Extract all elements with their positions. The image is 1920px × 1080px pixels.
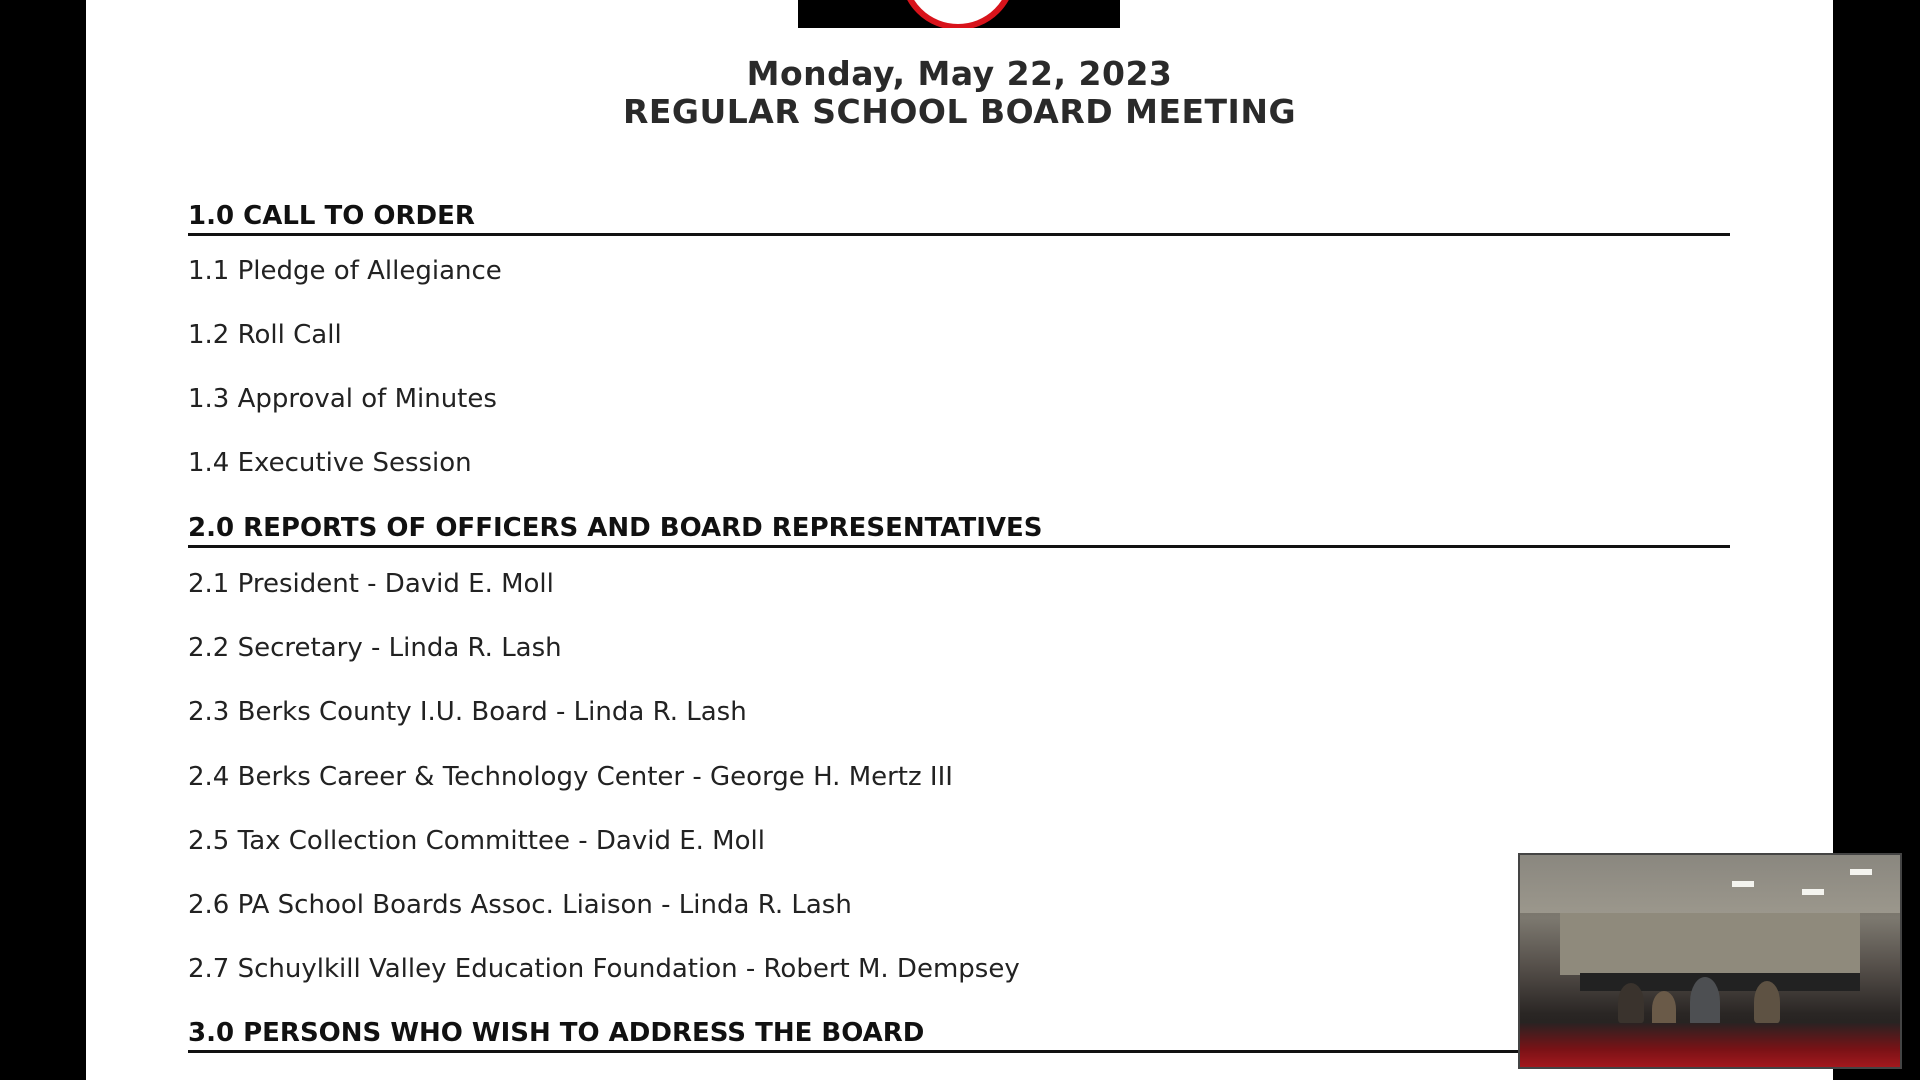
video-floor [1520,1023,1900,1067]
agenda-item: 2.3 Berks County I.U. Board - Linda R. Lash [188,697,747,727]
meeting-date: Monday, May 22, 2023 [746,54,1173,93]
camera-video-feed [1518,853,1902,1069]
section-heading-reports: 2.0 REPORTS OF OFFICERS AND BOARD REPRESENTATIVES [188,511,1730,548]
ceiling-light [1732,881,1754,887]
agenda-item: 2.4 Berks Career & Technology Center - George H. Mertz III [188,762,953,792]
video-ceiling [1520,855,1900,913]
agenda-item: 1.4 Executive Session [188,448,472,478]
ceiling-light [1850,869,1872,875]
logo-emblem [900,0,1016,28]
audience-member [1754,981,1780,1023]
meeting-title: REGULAR SCHOOL BOARD MEETING [622,92,1297,131]
agenda-item: 1.1 Pledge of Allegiance [188,256,502,286]
agenda-item: 2.5 Tax Collection Committee - David E. Moll [188,826,765,856]
agenda-item: 2.6 PA School Boards Assoc. Liaison - Linda R. Lash [188,890,852,920]
video-back-wall [1560,913,1860,975]
agenda-item: 2.1 President - David E. Moll [188,569,554,599]
section-heading-call-to-order: 1.0 CALL TO ORDER [188,199,1730,236]
ceiling-light [1802,889,1824,895]
agenda-item: 2.7 Schuylkill Valley Education Foundation - Robert M. Dempsey [188,954,1020,984]
section-heading-persons-address: 3.0 PERSONS WHO WISH TO ADDRESS THE BOARD [188,1016,1730,1053]
audience-member [1690,977,1720,1027]
audience-member [1652,991,1676,1027]
district-logo [798,0,1120,28]
agenda-item: 2.2 Secretary - Linda R. Lash [188,633,562,663]
audience-member [1618,983,1644,1023]
agenda-item: 1.2 Roll Call [188,320,342,350]
agenda-item: 1.3 Approval of Minutes [188,384,497,414]
